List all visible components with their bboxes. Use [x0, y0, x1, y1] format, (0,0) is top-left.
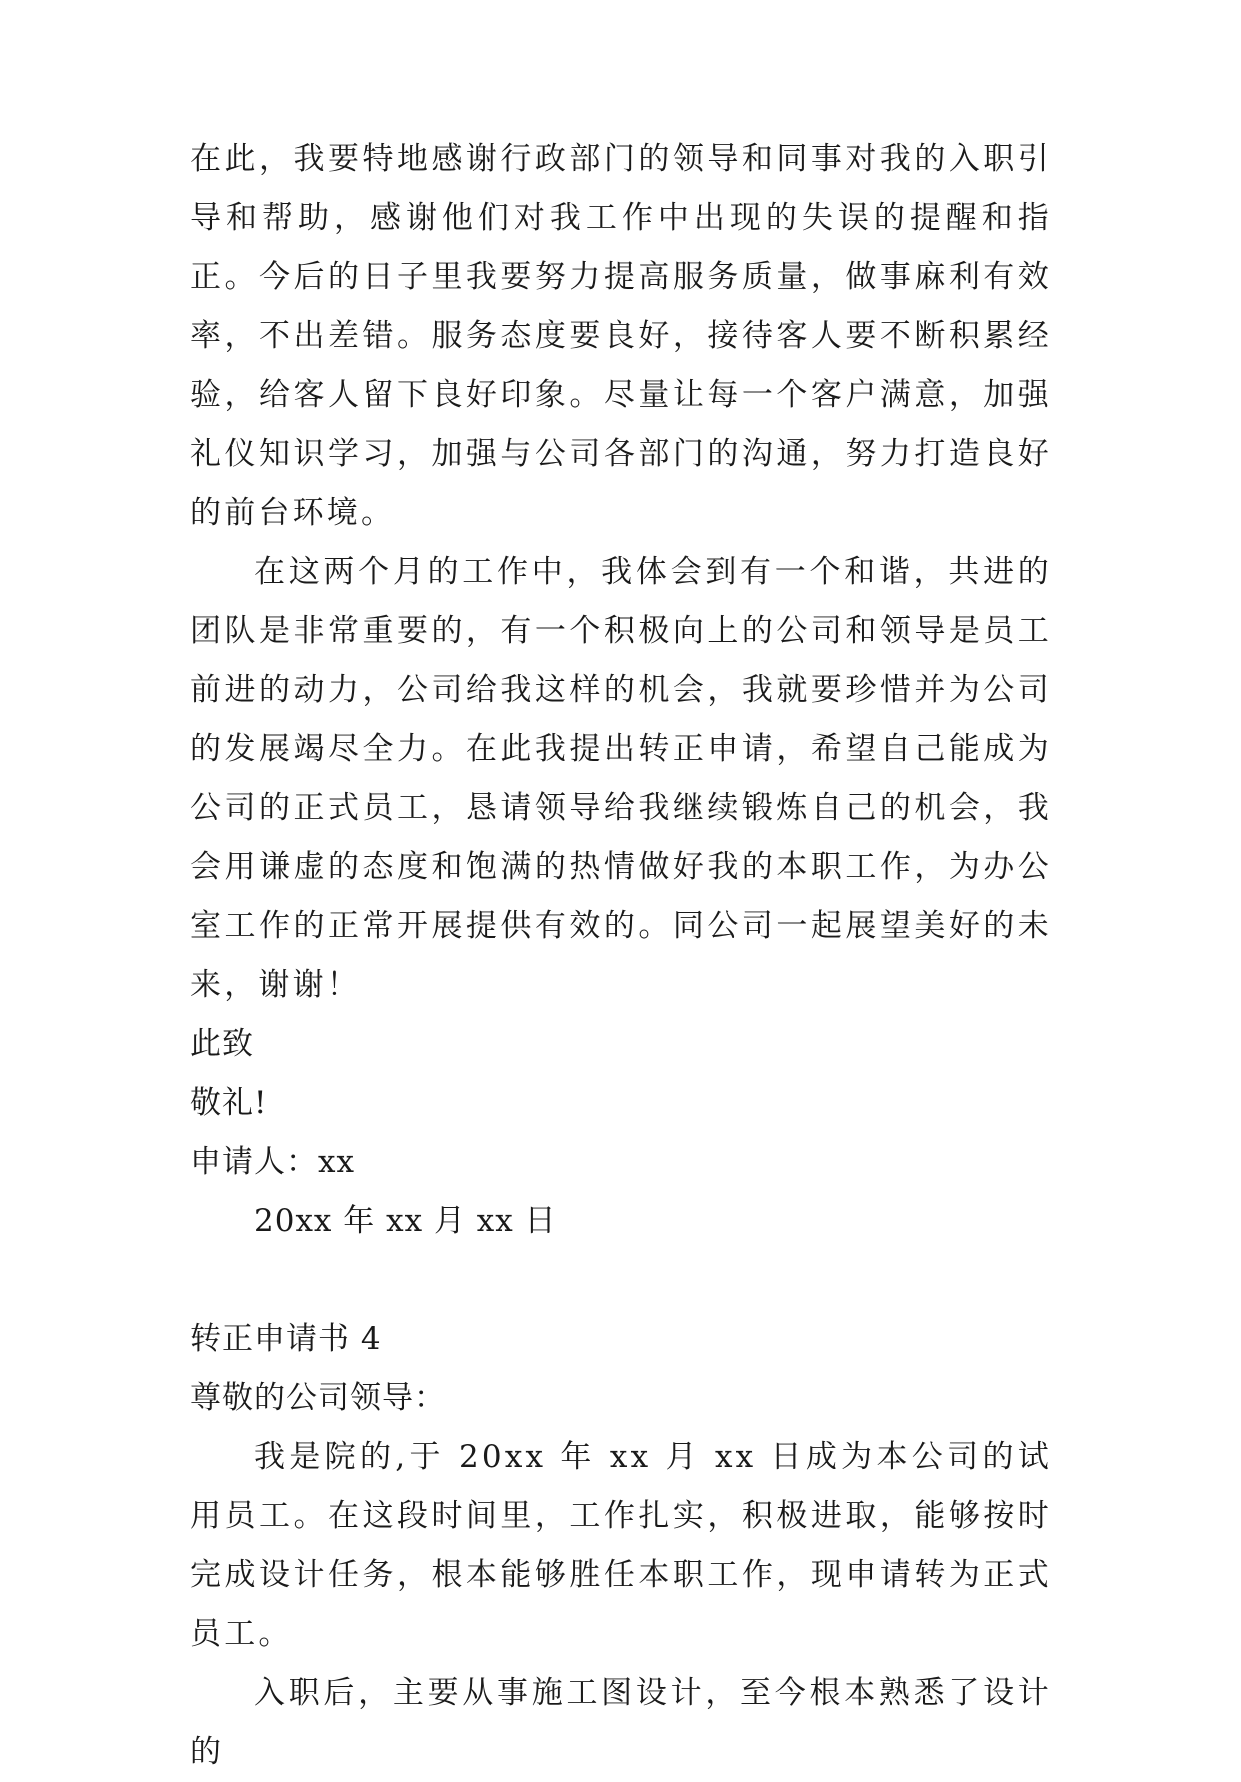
intro-paragraph: 我是院的,于 20xx 年 xx 月 xx 日成为本公司的试用员工。在这段时间里，工作扎实，积极进取，能够按时完成设计任务，根本能够胜任本职工作，现申请转为正式员工。 — [190, 1439, 1052, 1652]
application-paragraph: 在这两个月的工作中，我体会到有一个和谐，共进的团队是非常重要的，有一个积极向上的公司和领导是员工前进的动力，公司给我这样的机会，我就要珍惜并为公司的发展竭尽全力。在此我提出转正申请，希望自己能成为公司的正式员工，恳请领导给我继续锻炼自己的机会，我会用谦虚的态度和饱满的热情做好我的本职工作，为办公室工作的正常开展提供有效的。同公司一起展望美好的未来，谢谢！ — [190, 554, 1052, 1003]
section-title: 转正申请书 4 — [190, 1321, 382, 1357]
closing-salute-line-1: 此致 — [190, 1026, 254, 1062]
applicant-signature: 申请人：xx — [190, 1144, 355, 1180]
letter-date: 20xx 年 xx 月 xx 日 — [254, 1203, 557, 1239]
duties-paragraph: 入职后，主要从事施工图设计，至今根本熟悉了设计的 — [190, 1675, 1052, 1770]
section-gap — [190, 1251, 1052, 1310]
gratitude-paragraph: 在此，我要特地感谢行政部门的领导和同事对我的入职引导和帮助，感谢他们对我工作中出现的失误的提醒和指正。今后的日子里我要努力提高服务质量，做事麻利有效率，不出差错。服务态度要良好，接待客人要不断积累经验，给客人留下良好印象。尽量让每一个客户满意，加强礼仪知识学习，加强与公司各部门的沟通，努力打造良好的前台环境。 — [190, 141, 1052, 531]
salutation: 尊敬的公司领导： — [190, 1380, 446, 1416]
closing-salute-line-2: 敬礼! — [190, 1085, 268, 1121]
document-body — [190, 130, 1052, 1782]
